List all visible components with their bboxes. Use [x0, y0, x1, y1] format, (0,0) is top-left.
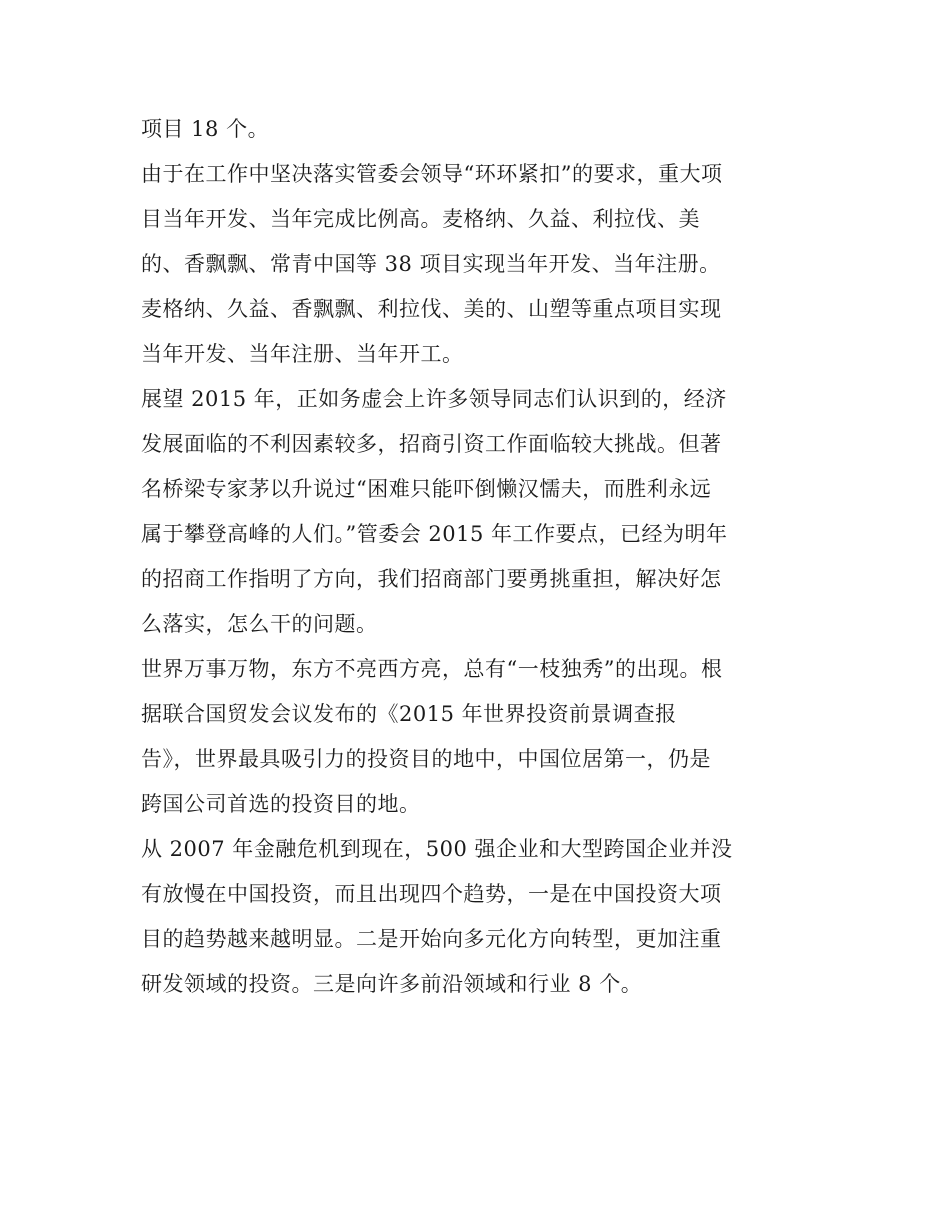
document-body [141, 107, 821, 1007]
text-line: 么落实，怎么干的问题。 [141, 612, 378, 636]
text-line: 从 2007 年金融危机到现在，500 强企业和大型跨国企业并没 [141, 837, 733, 861]
text-line: 研发领域的投资。三是向许多前沿领域和行业 8 个。 [141, 972, 643, 996]
text-line: 展望 2015 年，正如务虚会上许多领导同志们认识到的，经济 [141, 387, 727, 411]
text-line: 的、香飘飘、常青中国等 38 项目实现当年开发、当年注册。 [141, 252, 721, 276]
text-line: 告》，世界最具吸引力的投资目的地中，中国位居第一，仍是 [141, 747, 711, 771]
text-line: 发展面临的不利因素较多，招商引资工作面临较大挑战。但著 [141, 432, 722, 456]
text-line: 目的趋势越来越明显。二是开始向多元化方向转型，更加注重 [141, 927, 722, 951]
text-line: 项目 18 个。 [141, 117, 270, 141]
text-line: 有放慢在中国投资，而且出现四个趋势，一是在中国投资大项 [141, 882, 722, 906]
text-line: 跨国公司首选的投资目的地。 [141, 792, 421, 816]
text-line: 当年开发、当年注册、当年开工。 [141, 342, 464, 366]
text-line: 麦格纳、久益、香飘飘、利拉伐、美的、山塑等重点项目实现 [141, 297, 722, 321]
text-line: 目当年开发、当年完成比例高。麦格纳、久益、利拉伐、美 [141, 207, 700, 231]
text-line: 世界万事万物，东方不亮西方亮，总有“一枝独秀”的出现。根 [141, 657, 723, 681]
text-line: 属于攀登高峰的人们。”管委会 2015 年工作要点，已经为明年 [141, 522, 728, 546]
text-line: 名桥梁专家茅以升说过“困难只能吓倒懒汉懦夫，而胜利永远 [141, 477, 712, 501]
text-line: 由于在工作中坚决落实管委会领导“环环紧扣”的要求，重大项 [141, 162, 723, 186]
text-line: 据联合国贸发会议发布的《2015 年世界投资前景调查报 [141, 702, 677, 726]
text-line: 的招商工作指明了方向，我们招商部门要勇挑重担，解决好怎 [141, 567, 722, 591]
